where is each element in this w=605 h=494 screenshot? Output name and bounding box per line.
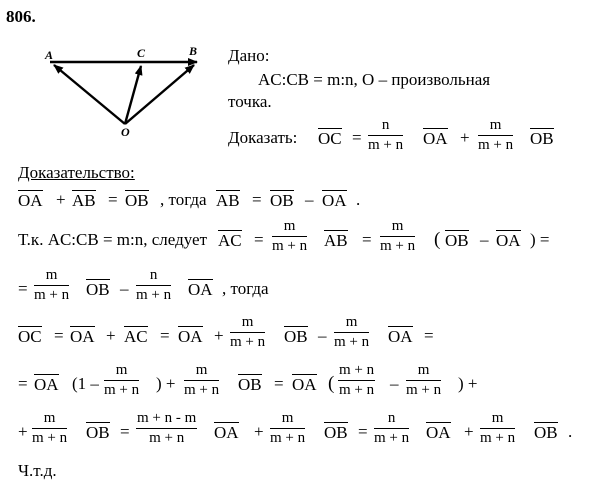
proof-l6-oa2: OA [426, 423, 451, 442]
proof-l4-oc: OC [18, 327, 42, 346]
proof-l6-ob: OB [86, 423, 110, 442]
proof-l5-frac-4: $\frac{m}{m + n}$ [406, 362, 442, 398]
proof-l4-oa: OA [70, 327, 95, 346]
proof-l4-minus: – [318, 326, 327, 345]
vec-oc: OC [318, 129, 342, 148]
proof-l1-minus: – [305, 190, 314, 209]
proof-l4-plus: + [106, 326, 116, 345]
proof-l1-ab2: AB [216, 191, 240, 210]
proof-l2-lparen: ( [434, 229, 441, 250]
proof-l1-eq2: = [252, 190, 262, 209]
proof-l6-ob3: OB [534, 423, 558, 442]
proof-l6-plus2: + [254, 422, 264, 441]
given-line-1: AC:CB = m:n, O – произвольная [258, 70, 491, 89]
proof-l2-eq: = [254, 230, 264, 249]
proof-l5-ob: OB [238, 375, 262, 394]
proof-l4-oa3: OA [388, 327, 413, 346]
proof-l6-plus: + [18, 422, 28, 441]
proof-l3-frac-2: $\frac{n}{m + n}$ [136, 267, 172, 303]
point-o-label: O [121, 125, 130, 139]
given-title: Дано: [228, 46, 270, 65]
proof-l1-oa: OA [18, 191, 43, 210]
proof-l5-frac-3: $\frac{m + n}{m + n}$ [339, 362, 375, 398]
proof-l2-text: Т.к. AC:CB = m:n, следует [18, 230, 207, 249]
prove-frac-2: $\frac{m}{m + n}$ [478, 117, 514, 153]
point-c-label: C [137, 46, 146, 60]
vector-oc [125, 66, 141, 124]
proof-l2-rparen: ) = [530, 230, 550, 249]
proof-l2-oa: OA [496, 231, 521, 250]
proof-l4-frac-1: $\frac{m}{m + n}$ [230, 314, 266, 350]
problem-number: 806. [6, 7, 36, 26]
proof-l4-eq: = [54, 326, 64, 345]
proof-l3-oa: OA [188, 280, 213, 299]
proof-l6-frac-4: $\frac{n}{m + n}$ [374, 410, 410, 446]
proof-l4-eq2: = [160, 326, 170, 345]
proof-l1-ob2: OB [270, 191, 294, 210]
qed: Ч.т.д. [18, 461, 57, 480]
proof-l2-frac-2: $\frac{m}{m + n}$ [380, 218, 416, 254]
proof-l3-ob: OB [86, 280, 110, 299]
given-line-2: точка. [228, 92, 272, 111]
proof-l6-frac-1: $\frac{m}{m + n}$ [32, 410, 68, 446]
proof-l4-ac: AC [124, 327, 148, 346]
proof-l1-plus: + [56, 190, 66, 209]
point-a-label: A [45, 48, 54, 62]
proof-l6-eq: = [120, 422, 130, 441]
proof-l2-eq2: = [362, 230, 372, 249]
prove-eq: = [352, 128, 362, 147]
proof-l4-oa2: OA [178, 327, 203, 346]
proof-l6-oa: OA [214, 423, 239, 442]
proof-l5-frac-2: $\frac{m}{m + n}$ [184, 362, 220, 398]
proof-l6-end: . [568, 422, 573, 441]
proof-l6-frac-2: $\frac{m + n - m}{m + n}$ [137, 410, 197, 446]
proof-l1-ob: OB [125, 191, 149, 210]
proof-l4-ob: OB [284, 327, 308, 346]
prove-plus: + [460, 128, 470, 147]
proof-l1-eq: = [108, 190, 118, 209]
vec-oa: OA [423, 129, 448, 148]
proof-l2-minus: – [480, 230, 489, 249]
proof-l4-eq3: = [424, 326, 434, 345]
proof-l4-frac-2: $\frac{m}{m + n}$ [334, 314, 370, 350]
proof-l1-oa2: OA [322, 191, 347, 210]
proof-l6-plus3: + [464, 422, 474, 441]
proof-l4-plus2: + [214, 326, 224, 345]
proof-title: Доказательство: [18, 163, 135, 182]
proof-l5-oa2: OA [292, 375, 317, 394]
vec-ob: OB [530, 129, 554, 148]
point-b-label: B [189, 44, 198, 58]
proof-l2-ob: OB [445, 231, 469, 250]
proof-l5-lparen: (1 – [72, 374, 99, 393]
proof-l6-frac-3: $\frac{m}{m + n}$ [270, 410, 306, 446]
proof-l1-ab: AB [72, 191, 96, 210]
proof-l3-then: , тогда [222, 279, 269, 298]
proof-l3-eq: = [18, 279, 28, 298]
proof-l5-minus: – [390, 374, 399, 393]
proof-l5-eq2: = [274, 374, 284, 393]
proof-l2-ac: AC [218, 231, 242, 250]
proof-l5-lparen2: ( [328, 373, 335, 394]
proof-l6-frac-5: $\frac{m}{m + n}$ [480, 410, 516, 446]
vector-oa [54, 65, 125, 124]
proof-l1-then: , тогда [160, 190, 207, 209]
proof-l5-oa: OA [34, 375, 59, 394]
proof-l3-minus: – [120, 279, 129, 298]
proof-l2-frac-1: $\frac{m}{m + n}$ [272, 218, 308, 254]
proof-l5-frac-1: $\frac{m}{m + n}$ [104, 362, 140, 398]
proof-l5-rparen2: ) + [458, 374, 478, 393]
proof-l6-eq2: = [358, 422, 368, 441]
proof-l2-ab: AB [324, 231, 348, 250]
proof-l5-eq: = [18, 374, 28, 393]
proof-l1-end: . [356, 190, 361, 209]
proof-l5-rparen: ) + [156, 374, 176, 393]
prove-label: Доказать: [228, 128, 298, 147]
proof-l6-ob2: OB [324, 423, 348, 442]
prove-frac-1: $\frac{n}{m + n}$ [368, 117, 404, 153]
proof-l3-frac-1: $\frac{m}{m + n}$ [34, 267, 70, 303]
vector-ob [125, 65, 194, 124]
